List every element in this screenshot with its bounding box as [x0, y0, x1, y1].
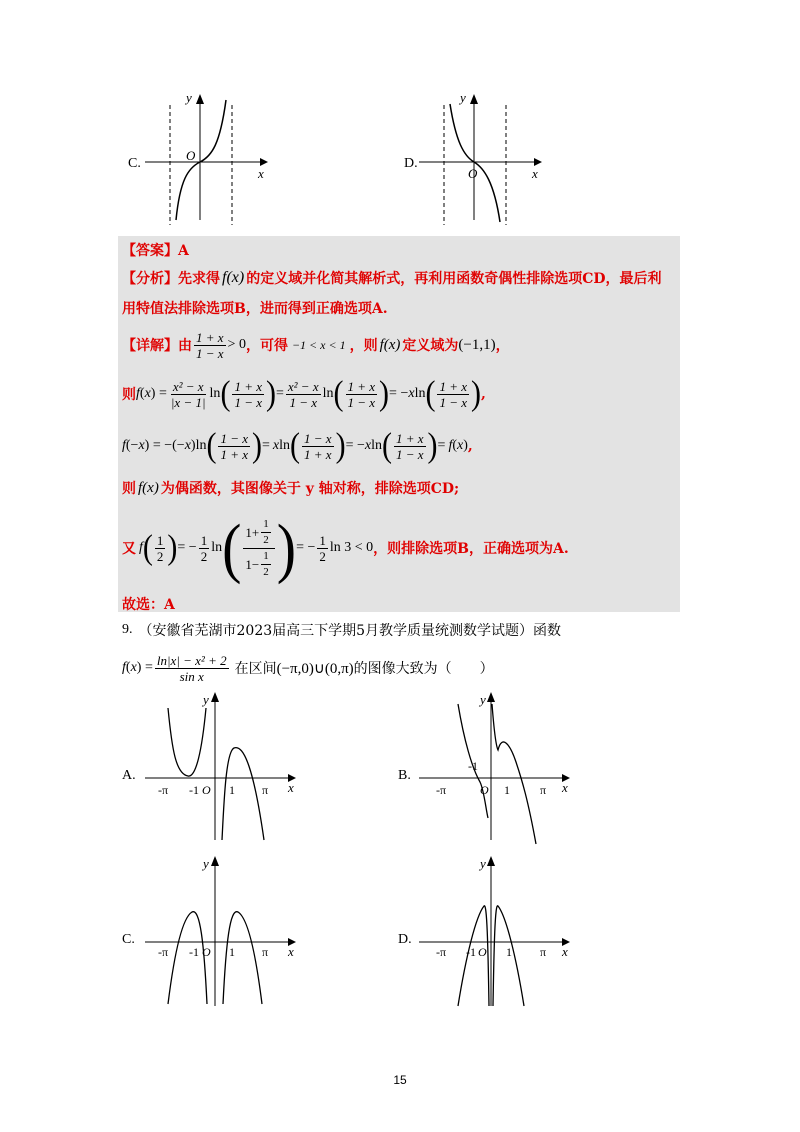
graph-prev-d — [414, 90, 554, 230]
axis-x-label: x — [288, 944, 294, 959]
origin-label: O — [186, 148, 196, 163]
axis-y-label: y — [186, 90, 192, 105]
tick-one: 1 — [229, 783, 235, 797]
tick-pi: π — [540, 945, 547, 959]
detail-range: −1 < x < 1 — [291, 337, 346, 352]
detail-ineq: > 0 — [227, 337, 246, 352]
detail-line-1: 【详解】由 $\frac{1 + x}{1 - x}$ > 0 ，可得 −1 < x < 1 ，则 f(x) 定义域为 (−1,1) ， — [122, 329, 510, 361]
tick-neg-one: -1 — [468, 759, 478, 773]
axis-x-label: x — [532, 166, 538, 181]
line4-prefix: 则 — [122, 387, 136, 403]
option-d-label: D. — [404, 156, 418, 171]
option-c-label: C. — [128, 156, 141, 171]
question-number: 9. — [122, 622, 133, 637]
detail-fx: f(x) — [379, 336, 401, 353]
tick-neg-pi: -π — [158, 945, 169, 959]
detail-prefix: 【详解】由 — [122, 338, 192, 354]
question-ask: 的图像大致为（ ） — [353, 661, 494, 677]
final-answer: 故选：A — [122, 597, 175, 613]
axis-x-label: x — [562, 944, 568, 959]
analysis-rest: 的定义域并化简其解析式，再利用函数奇偶性排除选项CD，最后利 — [246, 271, 662, 287]
graph-b-label: B. — [398, 768, 411, 783]
tick-pi: π — [262, 783, 269, 797]
axis-x-label: x — [258, 166, 264, 181]
origin-label: O — [468, 166, 478, 181]
origin-label: O — [480, 783, 489, 797]
tick-neg-one: -1 — [189, 945, 199, 959]
graph-c-label: C. — [122, 932, 135, 947]
graph-c — [140, 856, 300, 1016]
tick-neg-one: -1 — [466, 945, 476, 959]
detail-domain: (−1,1) — [458, 336, 496, 353]
tick-one: 1 — [506, 945, 512, 959]
axis-y-label: y — [480, 856, 486, 871]
formula-line-1: 则 f ( x ) = $\frac{\text{x² − x}}{|x - 1|}$ ln ( $\frac{1 + x}{1 - x}$ ) = $\frac{\text{x² − x}}{1 - x}$ ln ( $\frac{1 + x}{1 - x}$ ) = − x ln ( $\frac{1 + x}{1 - x}$ ) , — [122, 374, 486, 413]
graph-prev-c — [140, 90, 280, 230]
origin-label: O — [202, 783, 211, 797]
answer-line: 【答案】A — [122, 243, 189, 259]
analysis-line-1 — [122, 268, 662, 288]
line6-text: 为偶函数，其图像关于 y 轴对称，排除选项CD; — [160, 481, 460, 497]
origin-label: O — [478, 945, 487, 959]
tick-neg-one: -1 — [189, 783, 199, 797]
axis-y-label: y — [460, 90, 466, 105]
question-source: （安徽省芜湖市2023届高三下学期5月教学质量统测数学试题）函数 — [138, 623, 562, 639]
axis-y-label: y — [203, 856, 209, 871]
line6-prefix: 则 — [122, 481, 136, 497]
tick-one: 1 — [504, 783, 510, 797]
tick-pi: π — [262, 945, 269, 959]
axis-y-label: y — [203, 692, 209, 707]
tick-pi: π — [540, 783, 547, 797]
tick-neg-pi: -π — [436, 783, 447, 797]
line7-text: ，则排除选项B，正确选项为A. — [373, 541, 569, 557]
detail-domain-text: 定义域为 — [402, 338, 459, 354]
line6-fx: f(x) — [138, 479, 159, 496]
tick-one: 1 — [229, 945, 235, 959]
analysis-fx: f(x) — [222, 269, 245, 286]
graph-a-label: A. — [122, 768, 136, 783]
formula-line-2: f (− x ) = −(− x )ln ( $\frac{1 - x}{1 + x}$ ) = x ln ( $\frac{1 - x}{1 + x}$ ) = − x ln ( $\frac{1 + x}{1 - x}$ ) = f ( x ) , — [122, 426, 473, 465]
question-function: f ( x ) = $\frac{\text{ln|x| − x² + 2}}{\text{sin x}}$ 在区间 (−π,0)∪(0,π) 的图像大致为（ ） — [122, 652, 494, 684]
detail-can-get: ，可得 — [245, 338, 288, 354]
detail-line-even — [122, 478, 459, 498]
detail-fraction: $\frac{1 + x}{1 - x}$ — [196, 329, 224, 361]
axis-x-label: x — [288, 780, 294, 795]
line7-prefix: 又 — [122, 541, 136, 557]
question-header — [122, 620, 561, 640]
tick-neg-pi: -π — [436, 945, 447, 959]
graph-b — [414, 690, 574, 850]
question-interval-text: 在区间 — [234, 661, 277, 677]
analysis-line-2: 用特值法排除选项B，进而得到正确选项A. — [122, 301, 388, 317]
axis-y-label: y — [480, 692, 486, 707]
question-interval: (−π,0)∪(0,π) — [276, 660, 354, 677]
origin-label: O — [202, 945, 211, 959]
axis-x-label: x — [562, 780, 568, 795]
tick-neg-pi: -π — [158, 783, 169, 797]
graph-d — [414, 856, 574, 1016]
graph-a — [140, 690, 300, 850]
page-number: 15 — [393, 1073, 407, 1087]
graph-d-label: D. — [398, 932, 412, 947]
analysis-prefix: 【分析】先求得 — [122, 271, 220, 287]
formula-line-3: 又 f ( $\frac{1}{2}$ ) = − $\frac{1}{2}$ ln ( 1+ $\frac{1}{2}$ 1− $\frac{1}{2}$ ) = − $\frac{1}{2}$ ln 3 < 0 ，则排除选项B，正确选项为A. — [122, 510, 569, 585]
detail-then: ，则 — [349, 338, 378, 354]
